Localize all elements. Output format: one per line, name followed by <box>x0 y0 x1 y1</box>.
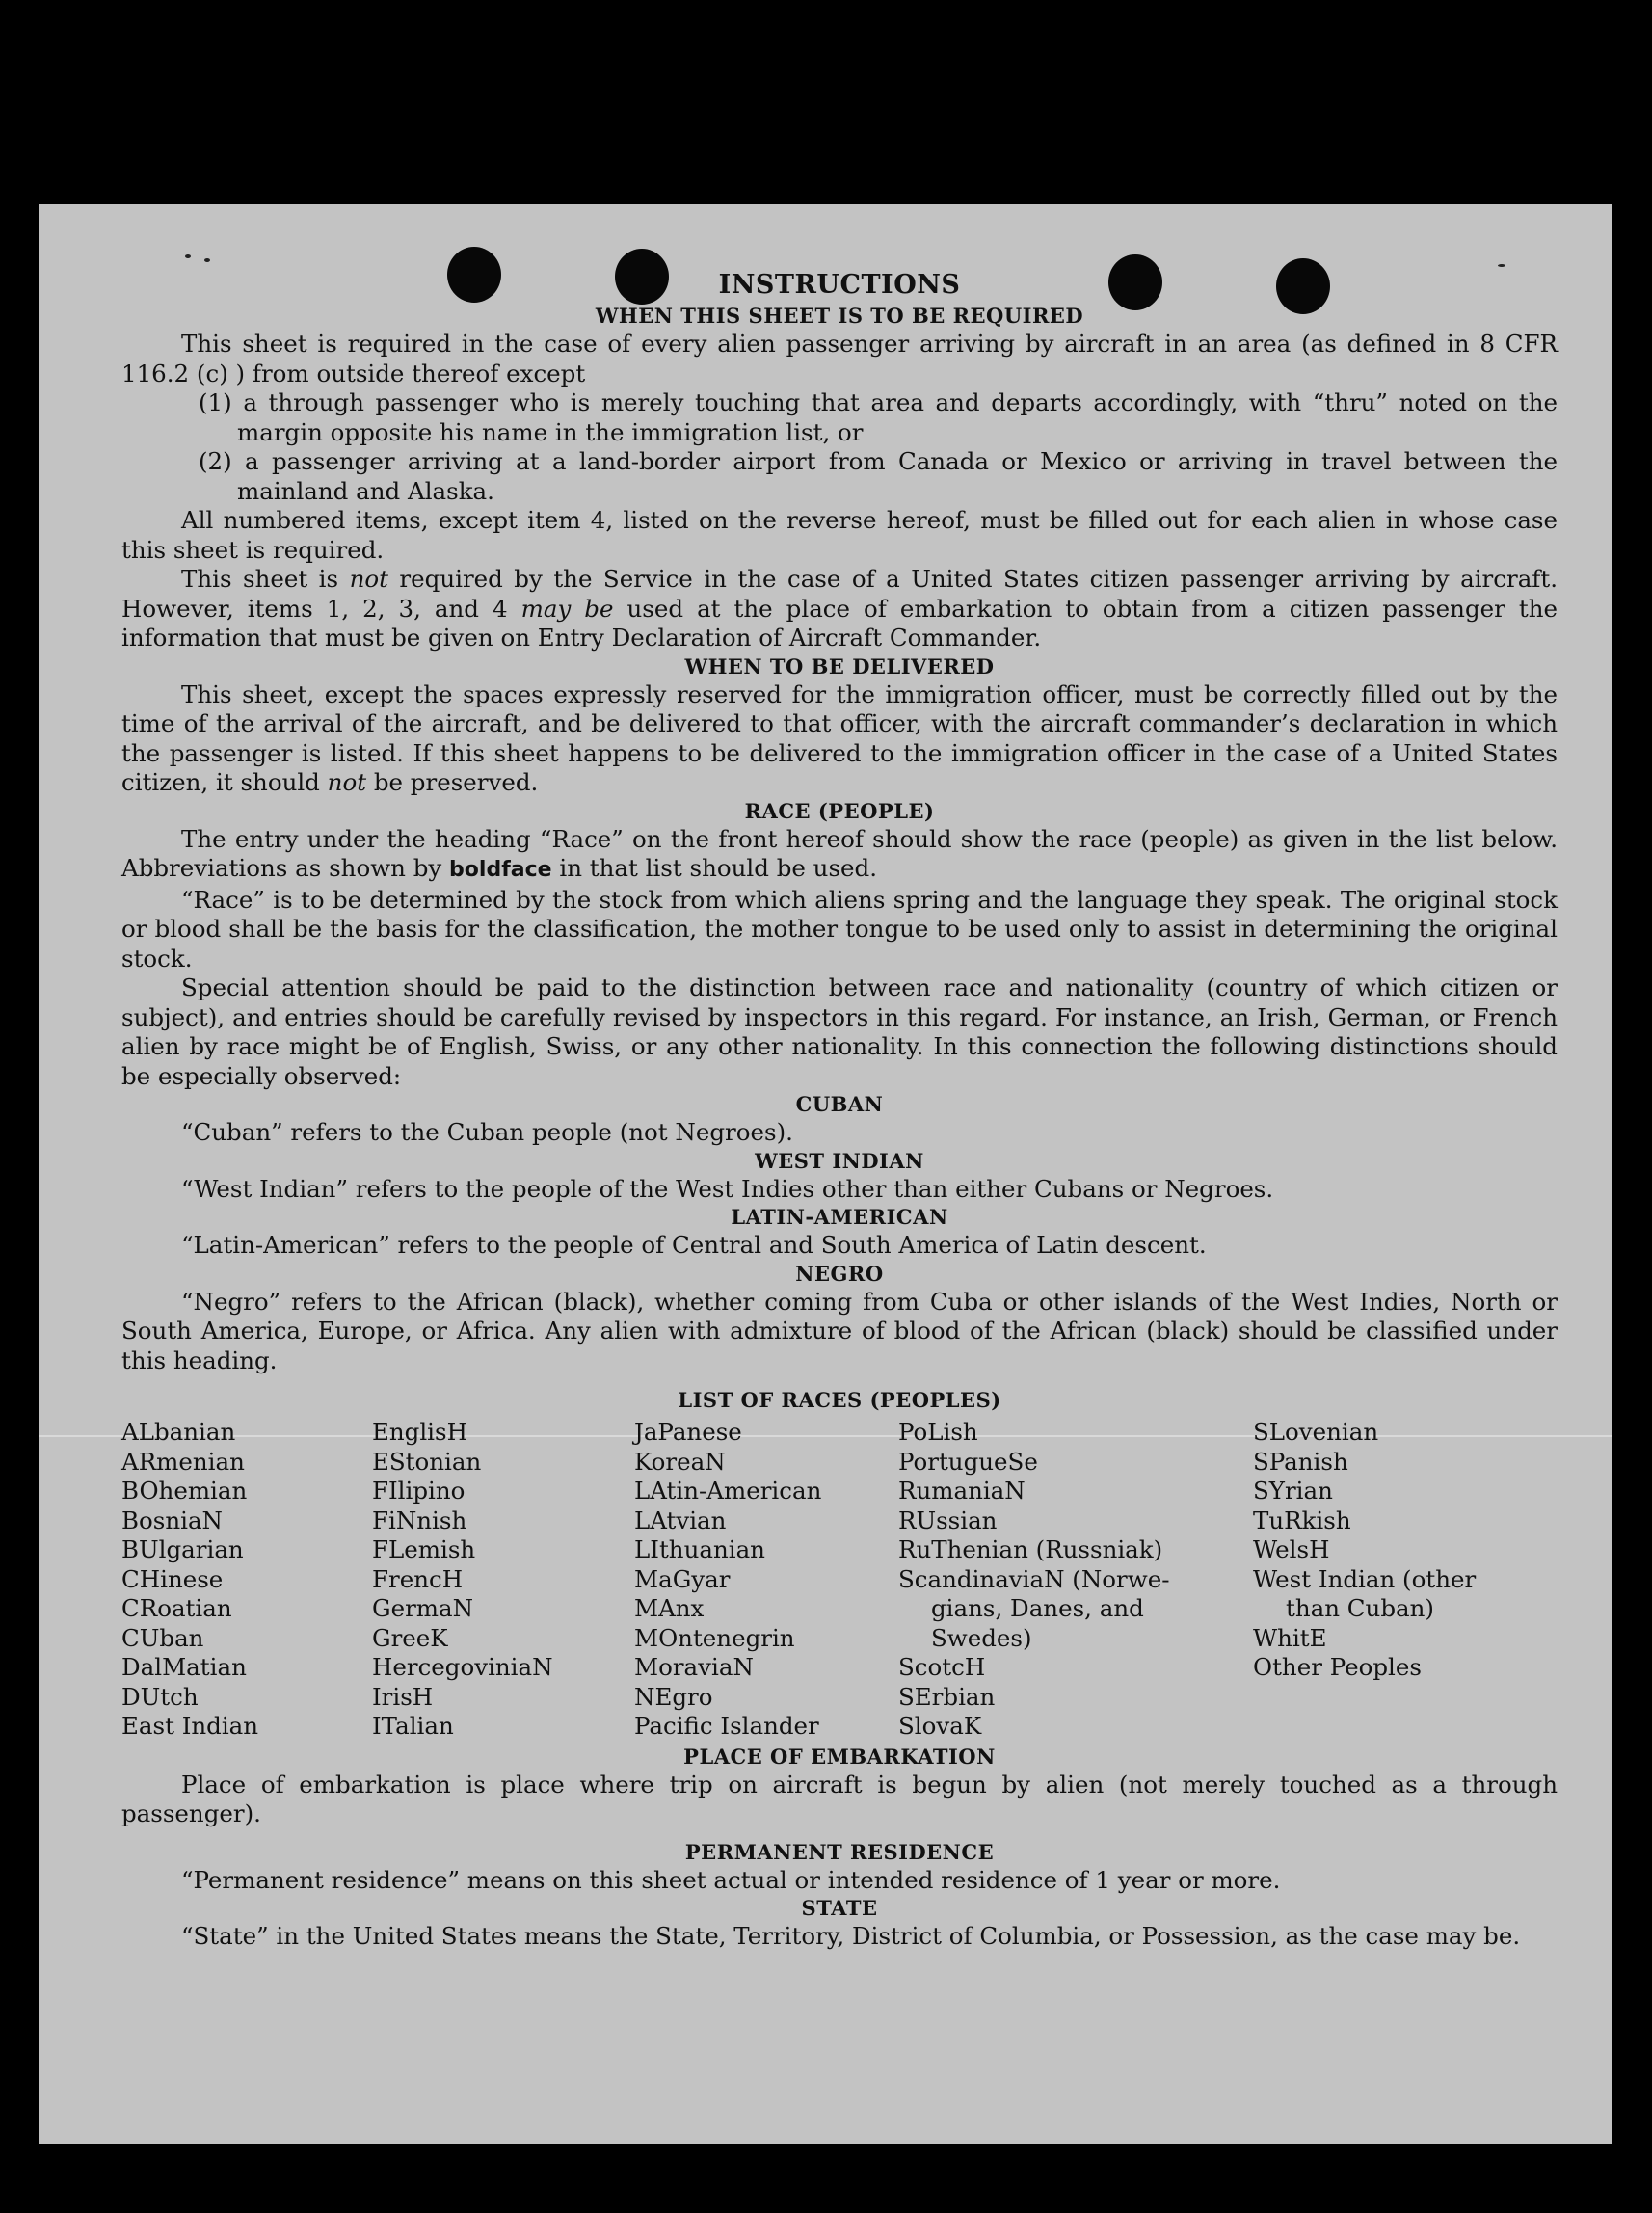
race-entry: GreeK <box>372 1623 448 1652</box>
para-west-indian: “West Indian” refers to the people of the West Indies other than either Cubans or Negroes. <box>181 1174 1274 1203</box>
race-entry: SLovenian <box>1253 1418 1379 1446</box>
para-race-1 <box>121 825 1558 886</box>
races-column-5 <box>1253 1418 1542 1742</box>
races-column-4 <box>898 1418 1253 1742</box>
heading-negro: NEGRO <box>795 1261 884 1286</box>
race-entry: SPanish <box>1253 1447 1348 1476</box>
instructions-content <box>121 268 1558 1952</box>
race-entry: FLemish <box>372 1535 476 1563</box>
heading-latin-american: LATIN-AMERICAN <box>731 1205 948 1229</box>
race-entry: Pacific Islander <box>634 1712 819 1740</box>
text: This sheet is <box>181 565 350 593</box>
race-entry: NEgro <box>634 1682 713 1711</box>
para-negro: “Negro” refers to the African (black), whether coming from Cuba or other islands of the West Indies, North or South America, Europe, or Africa. Any alien with admixture of blood of the African (black) should be classified under this heading. <box>121 1287 1558 1374</box>
race-entry: SYrian <box>1253 1477 1333 1505</box>
para-permanent-residence: “Permanent residence” means on this sheet actual or intended residence of 1 year or more. <box>181 1865 1281 1894</box>
para-state: “State” in the United States means the State, Territory, District of Columbia, or Possession, as the case may be. <box>181 1922 1521 1950</box>
emphasis-not: not <box>327 768 367 796</box>
para-delivered <box>121 680 1558 798</box>
race-entry: MaGyar <box>634 1564 731 1593</box>
heading-permanent-residence: PERMANENT RESIDENCE <box>684 1839 995 1864</box>
race-entry: LAtin-American <box>634 1477 822 1505</box>
race-entry: RuThenian (Russniak) <box>898 1535 1163 1563</box>
para-citizen <box>121 565 1558 653</box>
race-entry: LAtvian <box>634 1506 727 1534</box>
emphasis-may-be: may be <box>520 594 614 623</box>
heading-when-delivered: WHEN TO BE DELIVERED <box>684 653 995 679</box>
race-entry: ALbanian <box>121 1418 236 1446</box>
heading-race: RACE (PEOPLE) <box>744 798 935 823</box>
text: The entry under the heading “Race” on the front hereof should show the race (people) as given in the list below. Abbreviations as shown by <box>121 824 1558 882</box>
heading-cuban: CUBAN <box>795 1092 884 1116</box>
race-entry: EStonian <box>372 1447 482 1476</box>
heading-embarkation: PLACE OF EMBARKATION <box>683 1744 996 1769</box>
heading-list-of-races: LIST OF RACES (PEOPLES) <box>678 1388 1001 1412</box>
race-entry: ScotcH <box>898 1653 986 1681</box>
para-latin-american: “Latin-American” refers to the people of Central and South America of Latin descent. <box>181 1231 1207 1259</box>
para-cuban: “Cuban” refers to the Cuban people (not Negroes). <box>181 1118 793 1146</box>
race-entry: WelsH <box>1253 1535 1330 1563</box>
race-entry: CUban <box>121 1623 204 1652</box>
race-entry: KoreaN <box>634 1447 726 1476</box>
race-entry: WhitE <box>1253 1623 1327 1652</box>
race-entry: MAnx <box>634 1594 705 1622</box>
text: This sheet, except the spaces expressly reserved for the immigration officer, must be correctly filled out by the time of the arrival of the aircraft, and be delivered to that officer, with the aircraft commander’s declaration in which the passenger is listed. If this sheet happens to be delivered to the immigration officer in the case of a United States citizen, it should <box>121 680 1558 796</box>
race-entry: HercegoviniaN <box>372 1653 553 1681</box>
race-entry: EnglisH <box>372 1418 467 1446</box>
race-entry: SErbian <box>898 1682 996 1711</box>
race-entry: IrisH <box>372 1682 434 1711</box>
race-entry-continued: Swedes) <box>931 1623 1032 1652</box>
race-entry-continued: than Cuban) <box>1286 1594 1434 1622</box>
race-entry: Other Peoples <box>1253 1653 1422 1681</box>
race-entry: MoraviaN <box>634 1653 754 1681</box>
para-race-2: “Race” is to be determined by the stock from which aliens spring and the language they speak. The original stock or blood shall be the basis for the classification, the mother tongue to be used only to assist in determining the original stock. <box>121 885 1558 973</box>
race-entry: ARmenian <box>121 1447 245 1476</box>
race-entry: FiNnish <box>372 1506 467 1534</box>
heading-when-required: WHEN THIS SHEET IS TO BE REQUIRED <box>595 304 1084 328</box>
exception-item-1: (1) a through passenger who is merely touching that area and departs accordingly, with “thru” noted on the margin opposite his name in the immigration list, or <box>199 388 1558 446</box>
race-entry: JaPanese <box>634 1418 742 1446</box>
text: in that list should be used. <box>551 854 877 882</box>
race-entry: CHinese <box>121 1564 224 1593</box>
race-entry: TuRkish <box>1253 1506 1351 1534</box>
race-entry: BosniaN <box>121 1506 223 1534</box>
race-entry: CRoatian <box>121 1594 232 1622</box>
para-required-intro: This sheet is required in the case of every alien passenger arriving by aircraft in an area (as defined in 8 CFR 116.2 (c) ) from outside thereof except <box>121 330 1558 387</box>
text: be preserved. <box>366 768 539 796</box>
race-entry: RumaniaN <box>898 1477 1026 1505</box>
text: used at the place of embarkation to obtain from a citizen passenger the information that must be given on Entry Declaration of Aircraft Commander. <box>121 594 1558 652</box>
heading-state: STATE <box>801 1896 878 1920</box>
text: required by the Service in the case of a United States citizen passenger arriving by aircraft. However, items 1, 2, 3, and 4 <box>121 565 1559 623</box>
exception-item-2: (2) a passenger arriving at a land-border airport from Canada or Mexico or arriving in travel between the mainland and Alaska. <box>199 447 1558 505</box>
heading-west-indian: WEST INDIAN <box>755 1148 924 1173</box>
race-entry-continued: gians, Danes, and <box>931 1594 1144 1622</box>
race-entry: PortugueSe <box>898 1447 1038 1476</box>
races-list <box>121 1418 1558 1742</box>
race-entry: ITalian <box>372 1712 454 1740</box>
para-numbered-items: All numbered items, except item 4, listed on the reverse hereof, must be filled out for each alien in whose case this sheet is required. <box>121 506 1558 564</box>
race-entry: DUtch <box>121 1682 199 1711</box>
para-race-3: Special attention should be paid to the distinction between race and nationality (country of which citizen or subject), and entries should be carefully revised by inspectors in this regard. For instance, an Irish, German, or French alien by race might be of English, Swiss, or any other nationality. In this connection the following distinctions should be especially observed: <box>121 973 1558 1090</box>
race-entry: BOhemian <box>121 1477 248 1505</box>
races-column-3 <box>634 1418 898 1742</box>
race-entry: FrencH <box>372 1564 464 1593</box>
race-entry: West Indian (other <box>1253 1564 1477 1593</box>
para-embarkation: Place of embarkation is place where trip on aircraft is begun by alien (not merely touched as a through passenger). <box>121 1770 1558 1827</box>
race-entry: SlovaK <box>898 1712 982 1740</box>
races-column-1 <box>121 1418 372 1742</box>
race-entry: MOntenegrin <box>634 1623 795 1652</box>
emphasis-not: not <box>349 565 388 593</box>
race-entry: FIlipino <box>372 1477 466 1505</box>
speck <box>204 258 210 262</box>
race-entry: ScandinaviaN (Norwe- <box>898 1564 1170 1593</box>
race-entry: DalMatian <box>121 1653 247 1681</box>
race-entry: PoLish <box>898 1418 978 1446</box>
race-entry: GermaN <box>372 1594 474 1622</box>
race-entry: LIthuanian <box>634 1535 765 1563</box>
speck <box>1498 264 1505 267</box>
races-column-2 <box>372 1418 634 1742</box>
speck <box>185 254 191 258</box>
document-title: INSTRUCTIONS <box>718 270 961 300</box>
boldface-word: boldface <box>449 858 552 882</box>
race-entry: East Indian <box>121 1712 259 1740</box>
race-entry: BUlgarian <box>121 1535 244 1563</box>
race-entry: RUssian <box>898 1506 998 1534</box>
document-sheet <box>39 204 1612 2144</box>
